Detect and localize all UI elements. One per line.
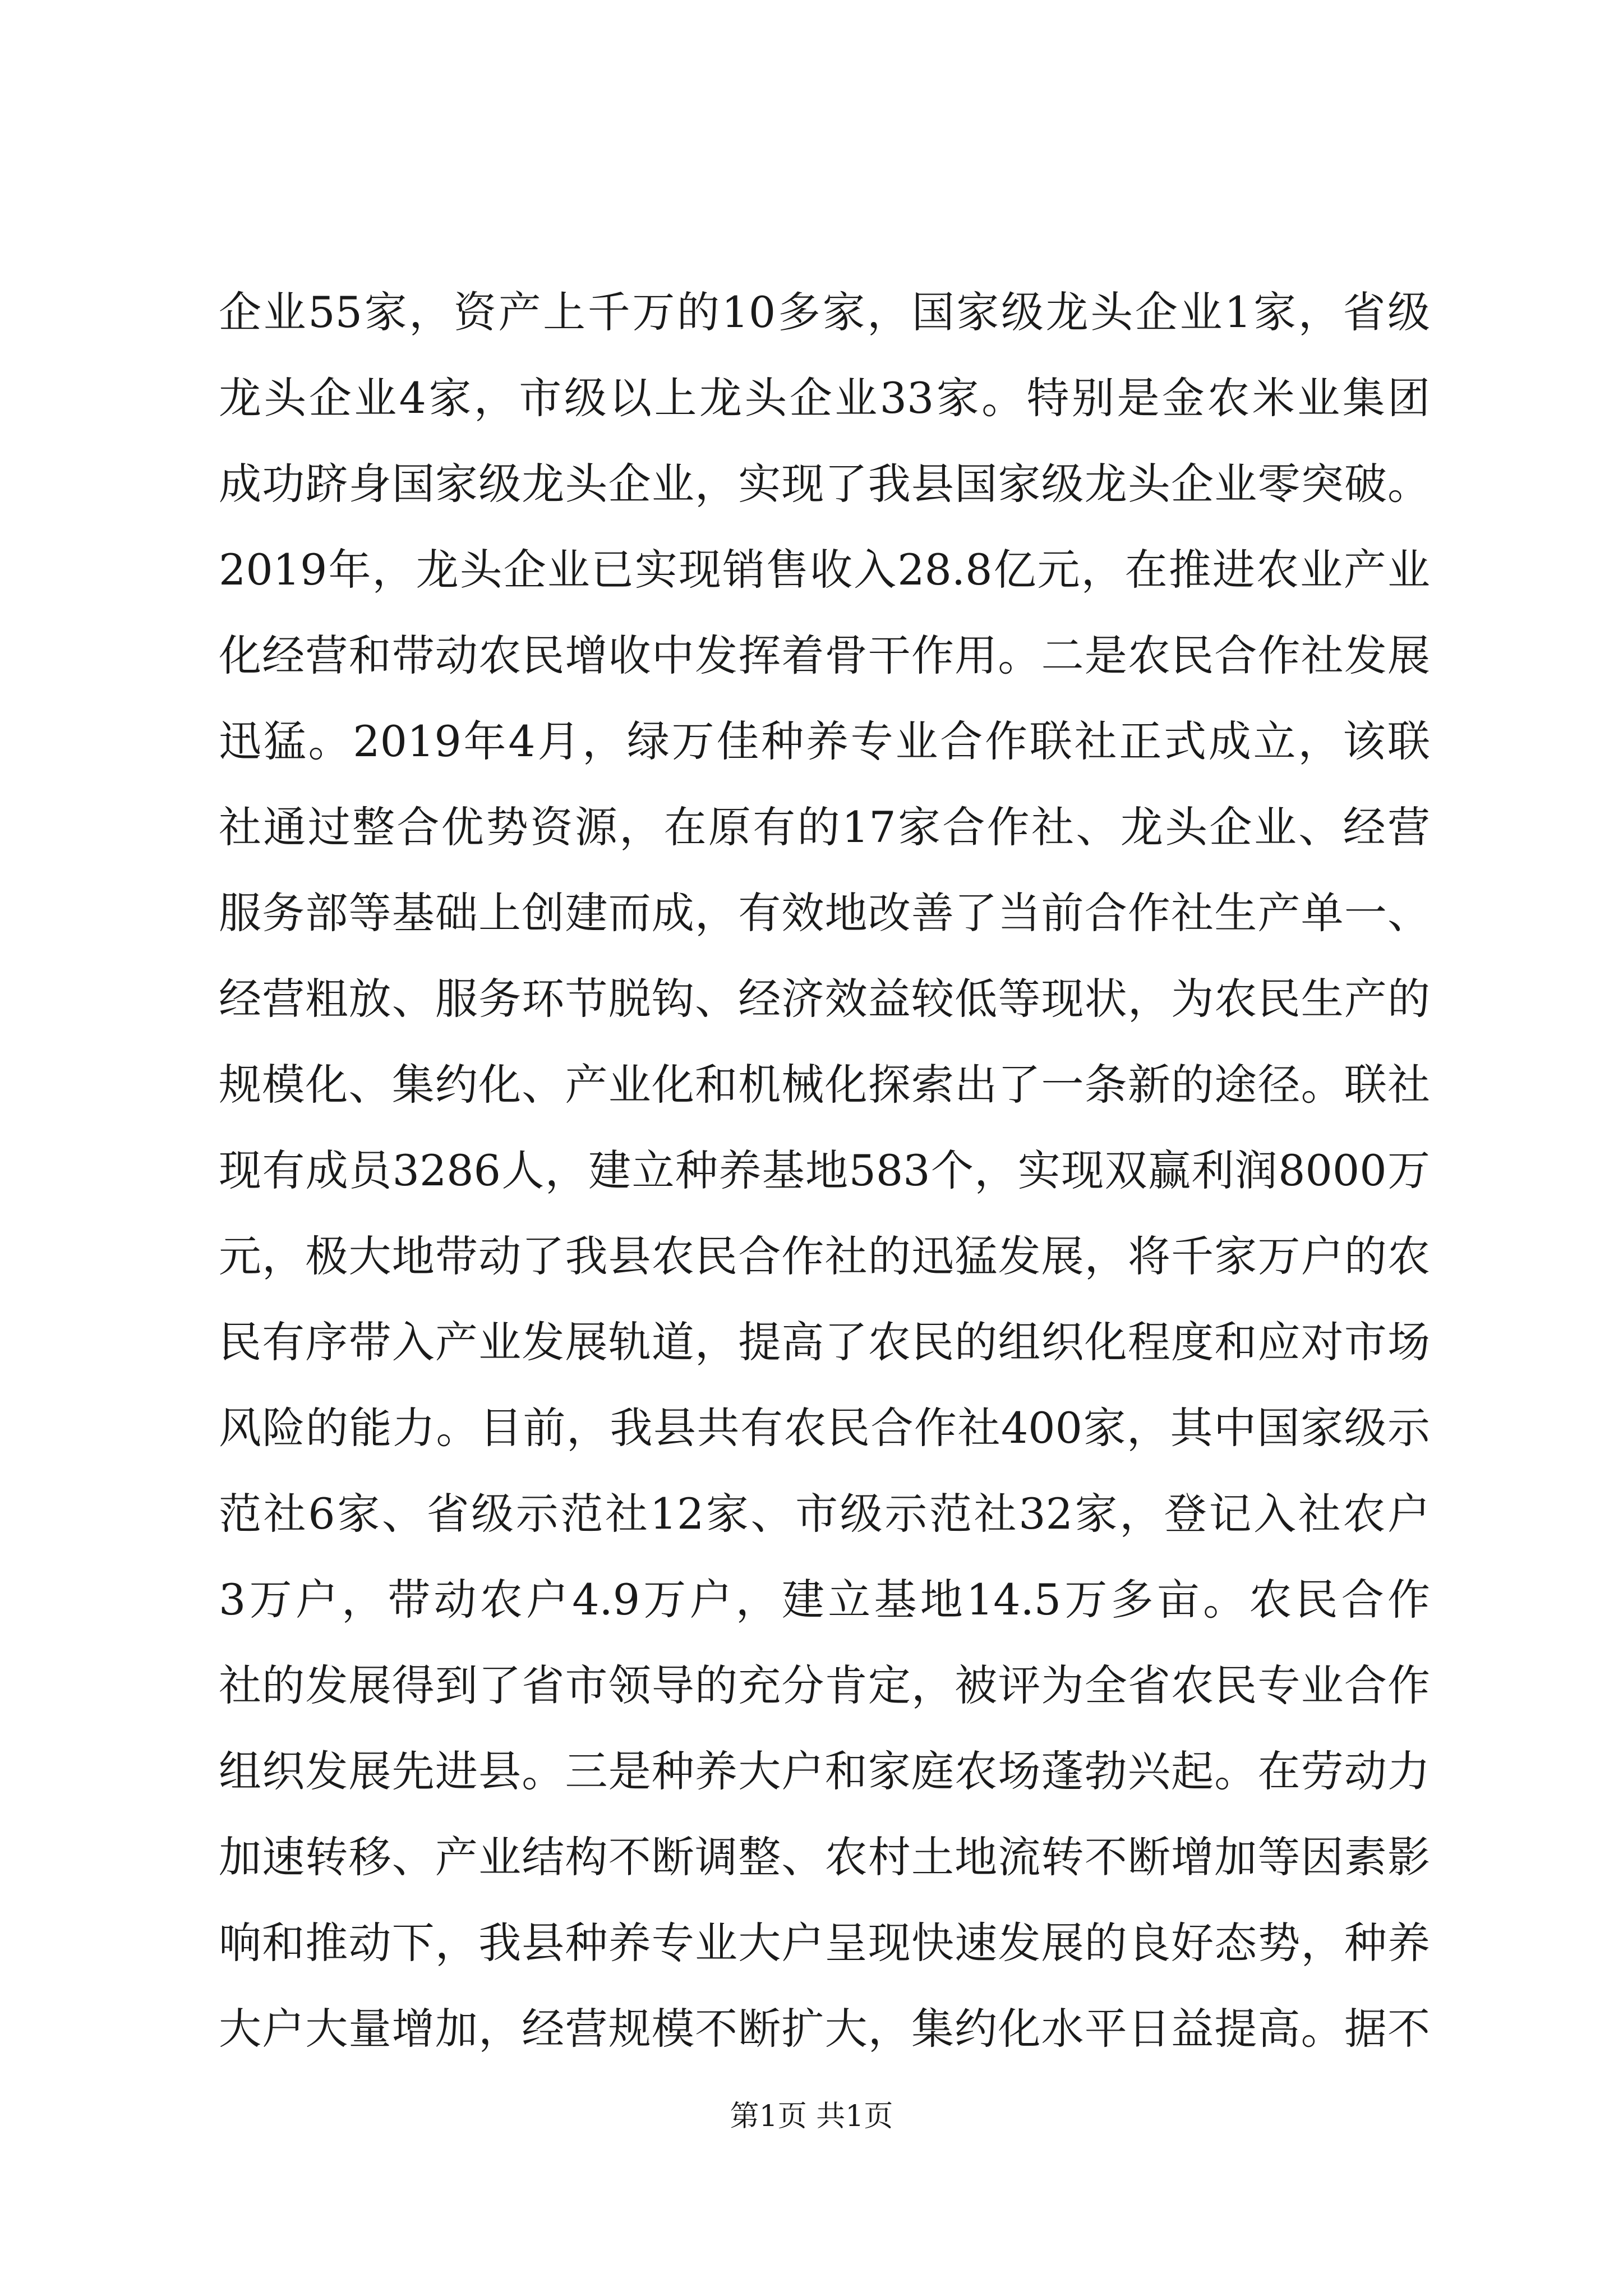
text-line: 社的发展得到了省市领导的充分肯定，被评为全省农民专业合作 xyxy=(219,1660,1430,1710)
text-line: 加速转移、产业结构不断调整、农村土地流转不断增加等因素影 xyxy=(219,1832,1430,1882)
text-line: 经营粗放、服务环节脱钩、经济效益较低等现状，为农民生产的 xyxy=(219,974,1430,1024)
text-line: 现有成员3286人，建立种养基地583个，实现双赢利润8000万 xyxy=(219,1145,1430,1195)
text-line: 成功跻身国家级龙头企业，实现了我县国家级龙头企业零突破。 xyxy=(219,459,1430,509)
text-line: 企业55家，资产上千万的10多家，国家级龙头企业1家，省级 xyxy=(219,287,1430,337)
body-text xyxy=(219,269,1430,2072)
text-line: 2019年，龙头企业已实现销售收入28.8亿元，在推进农业产业 xyxy=(219,545,1430,595)
text-line: 龙头企业4家，市级以上龙头企业33家。特别是金农米业集团 xyxy=(219,373,1430,423)
text-line: 大户大量增加，经营规模不断扩大，集约化水平日益提高。据不 xyxy=(219,2004,1430,2054)
text-line: 组织发展先进县。三是种养大户和家庭农场蓬勃兴起。在劳动力 xyxy=(219,1746,1430,1796)
page-footer: 第1页 共1页 xyxy=(730,2100,893,2133)
text-line: 响和推动下，我县种养专业大户呈现快速发展的良好态势，种养 xyxy=(219,1918,1430,1968)
text-line: 风险的能力。目前，我县共有农民合作社400家，其中国家级示 xyxy=(219,1403,1430,1453)
text-line: 元，极大地带动了我县农民合作社的迅猛发展，将千家万户的农 xyxy=(219,1231,1430,1281)
text-line: 服务部等基础上创建而成，有效地改善了当前合作社生产单一、 xyxy=(219,888,1430,938)
text-line: 规模化、集约化、产业化和机械化探索出了一条新的途径。联社 xyxy=(219,1060,1430,1110)
text-line: 民有序带入产业发展轨道，提高了农民的组织化程度和应对市场 xyxy=(219,1317,1430,1367)
text-line: 迅猛。2019年4月，绿万佳种养专业合作联社正式成立，该联 xyxy=(219,716,1430,766)
text-line: 3万户，带动农户4.9万户，建立基地14.5万多亩。农民合作 xyxy=(219,1575,1430,1625)
text-line: 社通过整合优势资源，在原有的17家合作社、龙头企业、经营 xyxy=(219,802,1430,852)
text-line: 化经营和带动农民增收中发挥着骨干作用。二是农民合作社发展 xyxy=(219,631,1430,680)
text-line: 范社6家、省级示范社12家、市级示范社32家，登记入社农户 xyxy=(219,1489,1430,1539)
